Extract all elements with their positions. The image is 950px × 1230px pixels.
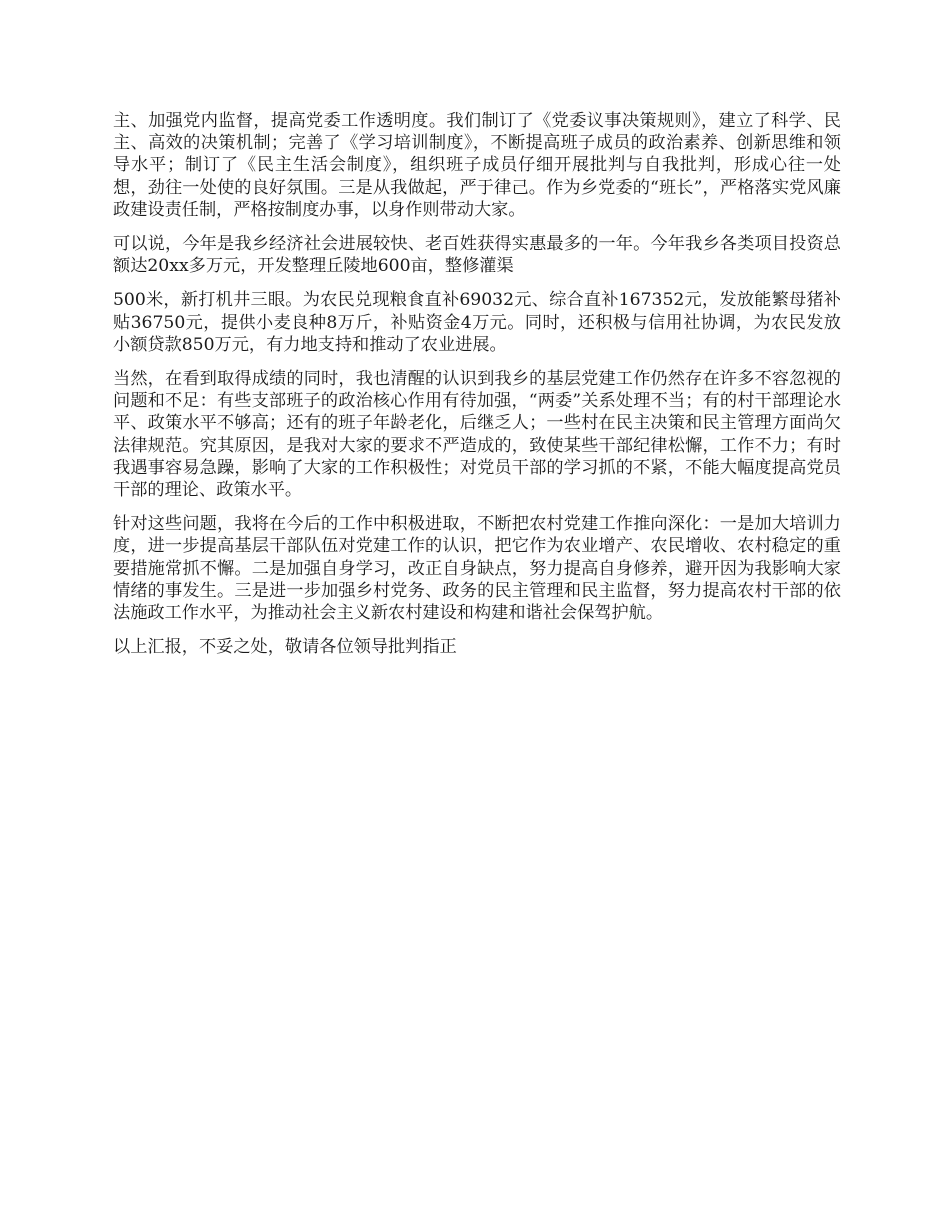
document-body (113, 110, 841, 670)
paragraph-economic-progress: 可以说，今年是我乡经济社会进展较快、老百姓获得实惠最多的一年。今年我乡各类项目投资总额达20xx多万元，开发整理丘陵地600亩，整修灌渠 (113, 234, 841, 277)
paragraph-party-supervision: 主、加强党内监督，提高党委工作透明度。我们制订了《党委议事决策规则》，建立了科学、民主、高效的决策机制；完善了《学习培训制度》，不断提高班子成员的政治素养、创新思维和领导水平；制订了《民主生活会制度》，组织班子成员仔细开展批判与自我批判，形成心往一处想，劲往一处使的良好氛围。三是从我做起，严于律己。作为乡党委的“班长”，严格落实党风廉政建设责任制，严格按制度办事，以身作则带动大家。 (113, 111, 841, 220)
paragraph-problems: 当然，在看到取得成绩的同时，我也清醒的认识到我乡的基层党建工作仍然存在许多不容忽视的问题和不足：有些支部班子的政治核心作用有待加强，“两委”关系处理不当；有的村干部理论水平、政策水平不够高；还有的班子年龄老化，后继乏人；一些村在民主决策和民主管理方面尚欠法律规范。究其原因，是我对大家的要求不严造成的，致使某些干部纪律松懈，工作不力；有时我遇事容易急躁，影响了大家的工作积极性；对党员干部的学习抓的不紧，不能大幅度提高党员干部的理论、政策水平。 (113, 369, 841, 501)
paragraph-future-measures: 针对这些问题，我将在今后的工作中积极进取，不断把农村党建工作推向深化：一是加大培训力度，进一步提高基层干部队伍对党建工作的认识，把它作为农业增产、农民增收、农村稳定的重要措施常抓不懈。二是加强自身学习，改正自身缺点，努力提高自身修养，避开因为我影响大家情绪的事发生。三是进一步加强乡村党务、政务的民主管理和民主监督，努力提高农村干部的依法施政工作水平，为推动社会主义新农村建设和构建和谐社会保驾护航。 (113, 514, 841, 624)
paragraph-farmer-subsidies: 500米，新打机井三眼。为农民兑现粮食直补69032元、综合直补167352元，发放能繁母猪补贴36750元，提供小麦良种8万斤，补贴资金4万元。同时，还积极与信用社协调，为农民发放小额贷款850万元，有力地支持和推动了农业进展。 (113, 290, 841, 355)
paragraph-closing: 以上汇报，不妥之处，敬请各位领导批判指正 (113, 637, 457, 658)
